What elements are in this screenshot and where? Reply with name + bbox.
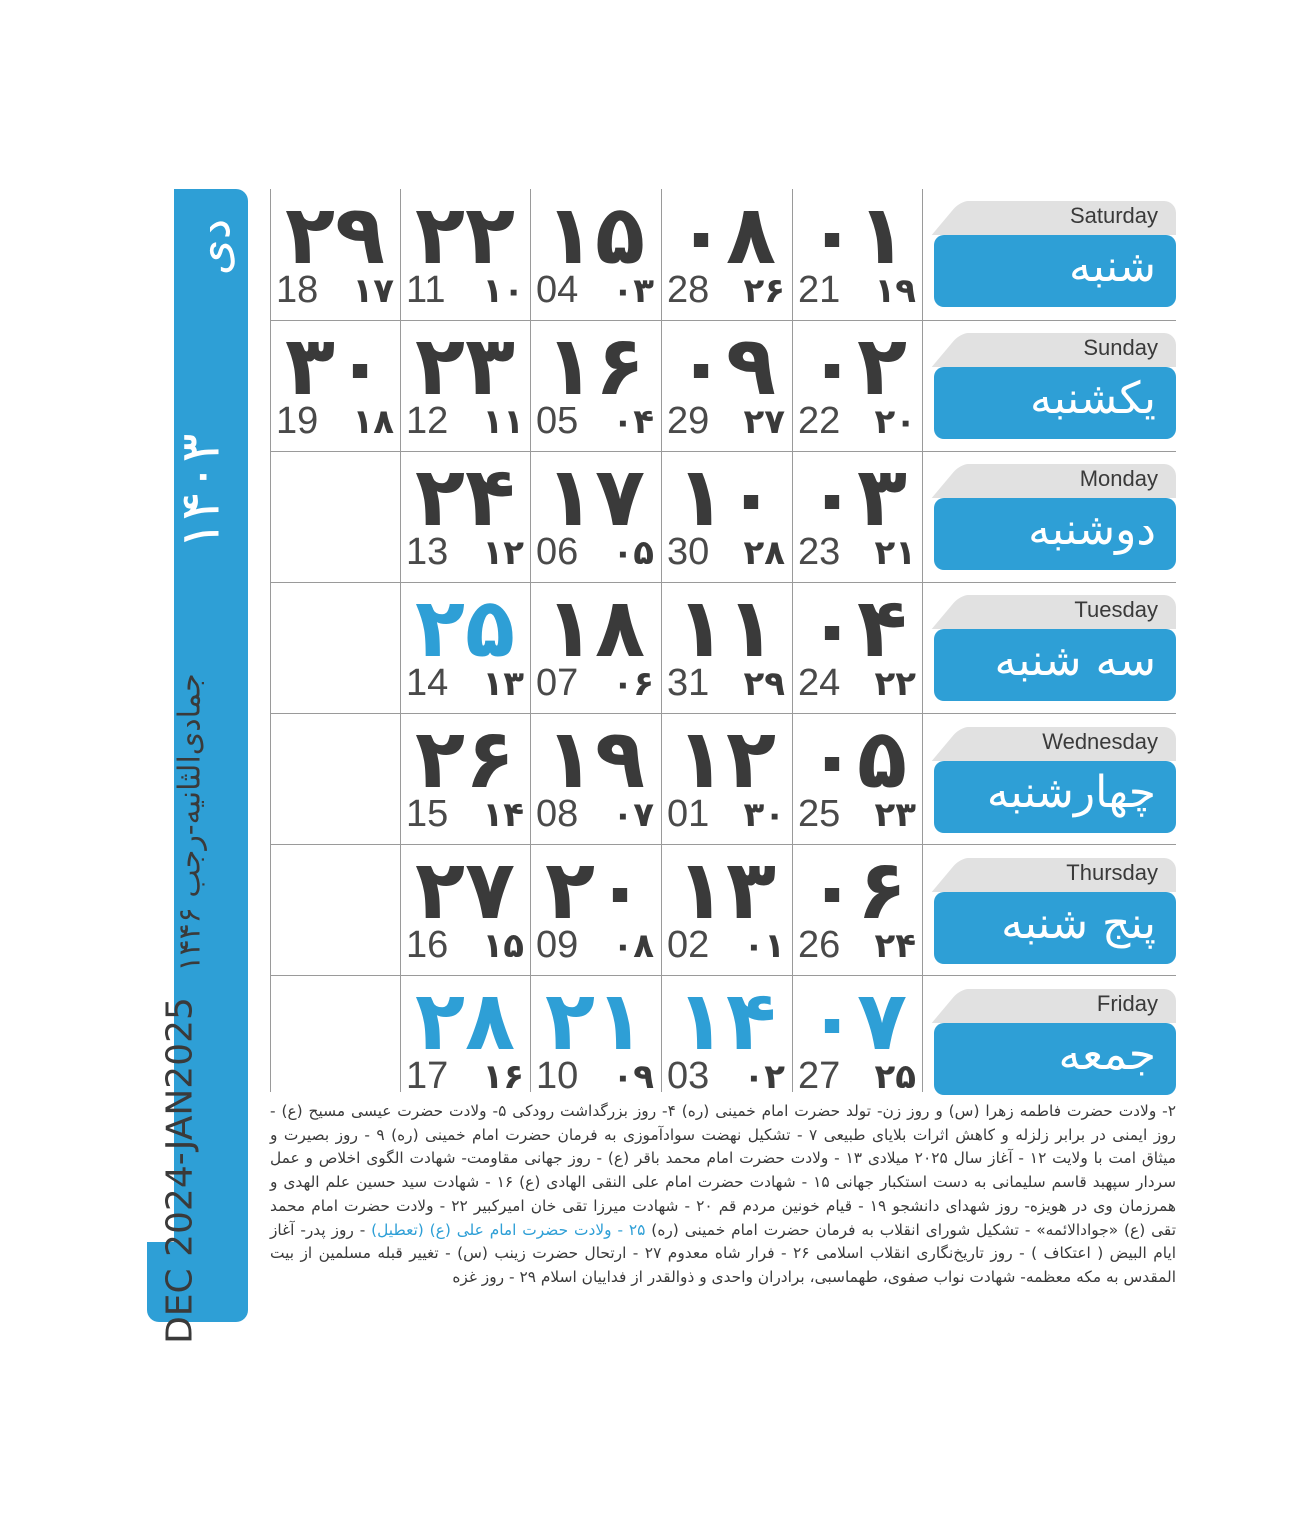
day-cell[interactable] xyxy=(792,320,922,451)
hijri-day-number: ۱۶ xyxy=(482,1057,524,1097)
day-cell[interactable] xyxy=(400,189,530,320)
weekday-label-friday xyxy=(934,989,1176,1097)
gregorian-day-number: 18 xyxy=(276,269,319,311)
persian-day-number: ۲۰ xyxy=(544,843,646,938)
day-cell[interactable] xyxy=(530,975,660,1106)
persian-day-number: ۰۵ xyxy=(806,712,908,807)
hijri-day-number: ۱۴ xyxy=(482,795,524,835)
day-cell[interactable] xyxy=(530,189,660,320)
day-cell[interactable] xyxy=(792,844,922,975)
secondary-dates xyxy=(536,531,654,574)
hijri-day-number: ۲۲ xyxy=(874,664,916,704)
persian-day-number: ۱۲ xyxy=(675,712,777,807)
weekday-persian: سه شنبه xyxy=(994,635,1156,686)
weekday-label-tuesday xyxy=(934,595,1176,703)
weekday-label-sunday xyxy=(934,333,1176,441)
gregorian-day-number: 07 xyxy=(536,662,579,704)
secondary-dates xyxy=(667,531,785,574)
hijri-day-number: ۱۲ xyxy=(482,533,524,573)
weekday-label-wednesday xyxy=(934,727,1176,835)
secondary-dates xyxy=(667,924,785,967)
secondary-dates xyxy=(798,531,916,574)
hijri-day-number: ۲۸ xyxy=(743,533,785,573)
persian-day-number: ۱۸ xyxy=(544,581,646,676)
secondary-dates xyxy=(536,1055,654,1098)
persian-day-number: ۰۲ xyxy=(806,319,908,414)
hijri-day-number: ۰۸ xyxy=(612,926,654,966)
gregorian-day-number: 16 xyxy=(406,924,449,966)
secondary-dates xyxy=(406,1055,524,1098)
hijri-day-number: ۱۷ xyxy=(352,271,394,311)
gregorian-day-number: 01 xyxy=(667,793,710,835)
day-cell[interactable] xyxy=(400,844,530,975)
secondary-dates xyxy=(536,269,654,312)
persian-day-number: ۱۰ xyxy=(675,450,777,545)
weekday-persian: جمعه xyxy=(1058,1029,1156,1080)
gregorian-day-number: 02 xyxy=(667,924,710,966)
persian-day-number: ۱۹ xyxy=(544,712,646,807)
secondary-dates xyxy=(798,924,916,967)
events-holiday-highlight: ۲۵ - ولادت حضرت امام علی (ع) (تعطیل) xyxy=(371,1220,646,1239)
weekday-label-monday xyxy=(934,464,1176,572)
day-cell[interactable] xyxy=(792,975,922,1106)
hijri-day-number: ۰۹ xyxy=(612,1057,654,1097)
hijri-day-number: ۲۷ xyxy=(743,402,785,442)
persian-day-number: ۱۶ xyxy=(544,319,646,414)
weekday-english: Thursday xyxy=(1066,860,1158,885)
day-cell[interactable] xyxy=(661,582,791,713)
hijri-day-number: ۰۷ xyxy=(612,795,654,835)
persian-day-number: ۳۰ xyxy=(284,319,386,414)
gregorian-day-number: 17 xyxy=(406,1055,449,1097)
hijri-day-number: ۱۳ xyxy=(482,664,524,704)
gregorian-day-number: 08 xyxy=(536,793,579,835)
secondary-dates xyxy=(798,793,916,836)
gregorian-months-label xyxy=(110,997,250,1344)
persian-day-number: ۲۱ xyxy=(544,974,646,1069)
gregorian-day-number: 06 xyxy=(536,531,579,573)
events-text-1: ۲- ولادت حضرت فاطمه زهرا (س) و روز زن- تولد حضرت امام خمینی (ره) ۴- روز بزرگداشت رودکی ۵- ولادت حضرت عیسی مسیح (ع) - روز ایمنی در برابر زلزله و کاهش اثرات بلایای طبیعی ۷ - تشکیل نهضت سوادآموزی به فرمان حضرت امام خمینی (ره) ۹ - روز بصیرت و میثاق امت با ولایت ۱۲ - آغاز سال ۲۰۲۵ میلادی ۱۳ - ولادت حضرت امام محمد باقر (ع) - روز جهانی مقاومت- شهادت الگوی اخلاص و عمل سردار سپهبد قاسم سلیمانی به دست استکبار جهانی ۱۵ - شهادت حضرت امام علی النقی الهادی (ع) ۱۶ - شهادت سید حسین علم الهدی و همرزمان وی در هویزه- روز شهدای دانشجو ۱۹ - قیام خونین مردم قم ۲۰ - شهادت میرزا تقی خان امیرکبیر ۲۲ - ولادت حضرت امام محمد تقی (ع) «جوادالائمه» - تشکیل شورای انقلاب به فرمان حضرت امام خمینی (ره) xyxy=(270,1102,1177,1239)
secondary-dates xyxy=(798,269,916,312)
persian-day-number: ۱۴ xyxy=(675,974,777,1069)
persian-day-number: ۲۹ xyxy=(284,188,386,283)
hijri-day-number: ۰۲ xyxy=(743,1057,785,1097)
weekday-persian: شنبه xyxy=(1068,241,1156,292)
day-cell[interactable] xyxy=(792,189,922,320)
secondary-dates xyxy=(667,662,785,705)
secondary-dates xyxy=(406,662,524,705)
hijri-day-number: ۱۸ xyxy=(352,402,394,442)
secondary-dates xyxy=(536,793,654,836)
weekday-persian: دوشنبه xyxy=(1028,504,1156,555)
secondary-dates xyxy=(406,924,524,967)
persian-day-number: ۲۵ xyxy=(414,581,516,676)
day-cell[interactable] xyxy=(530,451,660,582)
secondary-dates xyxy=(276,400,394,443)
day-cell[interactable] xyxy=(530,320,660,451)
hijri-day-number: ۰۶ xyxy=(612,664,654,704)
day-cell[interactable] xyxy=(530,713,660,844)
weekday-persian: چهارشنبه xyxy=(986,767,1156,818)
persian-day-number: ۱۷ xyxy=(544,450,646,545)
day-cell[interactable] xyxy=(792,451,922,582)
day-cell[interactable] xyxy=(661,844,791,975)
day-cell[interactable] xyxy=(400,582,530,713)
day-cell[interactable] xyxy=(792,713,922,844)
gregorian-day-number: 24 xyxy=(798,662,841,704)
events-text-2: - روز پدر- آغاز ایام البیض ( اعتکاف ) - روز تاریخ‌نگاری انقلاب اسلامی ۲۶ - فرار شاه معدوم ۲۷ - ارتحال حضرت زینب (س) - تغییر قبله مسلمین از بیت المقدس به مکه معظمه- شهادت نواب صفوی، طهماسبی، برادران واحدی و ذوالقدر از فداییان اسلام ۲۹ - روز غزه xyxy=(270,1220,1177,1286)
day-cell[interactable] xyxy=(661,975,791,1106)
persian-day-number: ۰۳ xyxy=(806,450,908,545)
gregorian-day-number: 13 xyxy=(406,531,449,573)
persian-day-number: ۰۷ xyxy=(806,974,908,1069)
day-cell[interactable] xyxy=(400,320,530,451)
gregorian-months-text: DEC 2024-JAN2025 xyxy=(159,997,201,1344)
hijri-day-number: ۲۹ xyxy=(743,664,785,704)
hijri-months-text: جمادی‌الثانیه-رجب ۱۴۴۶ xyxy=(172,673,208,972)
gregorian-day-number: 11 xyxy=(406,269,446,311)
persian-day-number: ۱۱ xyxy=(675,581,777,676)
persian-day-number: ۲۳ xyxy=(414,319,516,414)
day-cell[interactable] xyxy=(270,320,400,451)
gregorian-day-number: 28 xyxy=(667,269,710,311)
gregorian-day-number: 12 xyxy=(406,400,449,442)
persian-day-number: ۰۸ xyxy=(675,188,777,283)
persian-day-number: ۰۴ xyxy=(806,581,908,676)
secondary-dates xyxy=(536,924,654,967)
persian-day-number: ۲۶ xyxy=(414,712,516,807)
gregorian-day-number: 15 xyxy=(406,793,449,835)
hijri-day-number: ۲۶ xyxy=(743,271,785,311)
hijri-day-number: ۰۴ xyxy=(612,402,654,442)
gregorian-day-number: 27 xyxy=(798,1055,841,1097)
hijri-day-number: ۲۱ xyxy=(874,533,916,573)
gregorian-day-number: 10 xyxy=(536,1055,579,1097)
gregorian-day-number: 25 xyxy=(798,793,841,835)
persian-year-text: ۱۴۰۳ xyxy=(168,433,232,550)
hijri-day-number: ۱۱ xyxy=(482,402,524,442)
gregorian-day-number: 19 xyxy=(276,400,319,442)
secondary-dates xyxy=(406,531,524,574)
persian-day-number: ۲۸ xyxy=(414,974,516,1069)
gregorian-day-number: 26 xyxy=(798,924,841,966)
day-cell[interactable] xyxy=(530,582,660,713)
weekday-english: Monday xyxy=(1079,466,1158,491)
hijri-day-number: ۲۵ xyxy=(874,1057,916,1097)
secondary-dates xyxy=(798,400,916,443)
hijri-months-label xyxy=(120,625,260,1015)
persian-day-number: ۲۲ xyxy=(414,188,516,283)
persian-day-number: ۰۹ xyxy=(675,319,777,414)
secondary-dates xyxy=(667,269,785,312)
gregorian-day-number: 03 xyxy=(667,1055,710,1097)
secondary-dates xyxy=(667,1055,785,1098)
persian-month-text: دی xyxy=(186,218,240,276)
weekday-english: Wednesday xyxy=(1042,729,1158,754)
day-cell[interactable] xyxy=(270,189,400,320)
persian-year-label xyxy=(145,380,255,580)
day-cell[interactable] xyxy=(792,582,922,713)
persian-day-number: ۰۱ xyxy=(806,188,908,283)
persian-day-number: ۰۶ xyxy=(806,843,908,938)
weekday-label-saturday xyxy=(934,201,1176,309)
day-cell[interactable] xyxy=(661,189,791,320)
hijri-day-number: ۲۳ xyxy=(874,795,916,835)
hijri-day-number: ۰۱ xyxy=(743,926,785,966)
secondary-dates xyxy=(406,400,524,443)
hijri-day-number: ۱۰ xyxy=(482,271,524,311)
hijri-day-number: ۱۹ xyxy=(874,271,916,311)
weekday-english: Tuesday xyxy=(1074,597,1158,622)
secondary-dates xyxy=(667,400,785,443)
gregorian-day-number: 09 xyxy=(536,924,579,966)
persian-day-number: ۲۴ xyxy=(414,450,516,545)
hijri-day-number: ۳۰ xyxy=(743,795,785,835)
gregorian-day-number: 31 xyxy=(667,662,710,704)
persian-month-label xyxy=(178,190,248,300)
secondary-dates xyxy=(406,269,524,312)
day-cell[interactable] xyxy=(661,451,791,582)
weekday-english: Sunday xyxy=(1083,335,1158,360)
day-cell[interactable] xyxy=(400,975,530,1106)
gregorian-day-number: 23 xyxy=(798,531,841,573)
day-cell[interactable] xyxy=(400,713,530,844)
day-cell[interactable] xyxy=(661,713,791,844)
weekday-label-thursday xyxy=(934,858,1176,966)
secondary-dates xyxy=(536,400,654,443)
hijri-day-number: ۲۴ xyxy=(874,926,916,966)
hijri-day-number: ۰۵ xyxy=(612,533,654,573)
events-list xyxy=(270,1100,1176,1290)
gregorian-day-number: 30 xyxy=(667,531,710,573)
persian-day-number: ۱۳ xyxy=(675,843,777,938)
secondary-dates xyxy=(406,793,524,836)
gregorian-day-number: 29 xyxy=(667,400,710,442)
persian-day-number: ۲۷ xyxy=(414,843,516,938)
hijri-day-number: ۲۰ xyxy=(874,402,916,442)
hijri-day-number: ۱۵ xyxy=(482,926,524,966)
day-cell[interactable] xyxy=(661,320,791,451)
persian-day-number: ۱۵ xyxy=(544,188,646,283)
secondary-dates xyxy=(276,269,394,312)
gregorian-day-number: 22 xyxy=(798,400,841,442)
grid-vertical-line xyxy=(922,189,923,1092)
secondary-dates xyxy=(536,662,654,705)
gregorian-day-number: 04 xyxy=(536,269,579,311)
gregorian-day-number: 05 xyxy=(536,400,579,442)
secondary-dates xyxy=(798,1055,916,1098)
weekday-english: Friday xyxy=(1096,991,1158,1016)
secondary-dates xyxy=(667,793,785,836)
day-cell[interactable] xyxy=(400,451,530,582)
gregorian-day-number: 14 xyxy=(406,662,449,704)
weekday-persian: پنج شنبه xyxy=(1001,898,1156,949)
secondary-dates xyxy=(798,662,916,705)
gregorian-day-number: 21 xyxy=(798,269,841,311)
weekday-persian: یکشنبه xyxy=(1030,373,1156,424)
day-cell[interactable] xyxy=(530,844,660,975)
weekday-english: Saturday xyxy=(1069,203,1158,228)
hijri-day-number: ۰۳ xyxy=(612,271,654,311)
